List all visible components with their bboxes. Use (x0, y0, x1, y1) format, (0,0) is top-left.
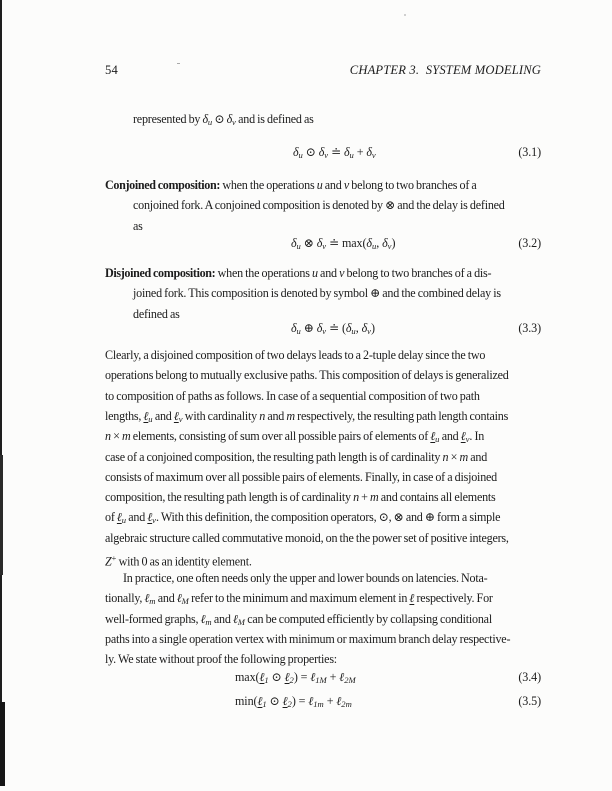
text-segment: u (296, 241, 301, 251)
text-segment: δ (361, 321, 368, 335)
text-segment: 1m (313, 699, 324, 709)
text-segment: m (459, 449, 468, 464)
text-segment: ℓ (339, 670, 345, 684)
text-segment: M (237, 616, 245, 627)
text-segment: n (259, 408, 266, 423)
text-segment: ) (370, 321, 375, 335)
text-segment: and (265, 408, 287, 423)
text-segment: ⊙ (302, 145, 319, 159)
scan-edge-bar (0, 0, 2, 786)
text-segment: algebraic structure called commutative monoid, on the the power set of positive integers, (105, 530, 509, 545)
text-segment: ⊕ (300, 321, 317, 335)
chapter-header: CHAPTER 3. SYSTEM MODELING (349, 63, 541, 77)
text-segment: max( (235, 670, 260, 684)
text-line (133, 286, 501, 301)
text-segment: . With this definition, the composition operators, ⊙, ⊗ and ⊕ form a simple (155, 510, 501, 525)
equation (105, 236, 541, 252)
text-segment: respectively. For (414, 591, 493, 606)
text-segment: 2 (287, 699, 292, 709)
equation-number: (3.1) (518, 145, 541, 159)
text-segment: ℓ (147, 510, 153, 525)
text-segment: ℓ (116, 510, 122, 525)
page-number: 54 (105, 63, 118, 77)
text-line (105, 632, 510, 647)
text-segment: respectively, the resulting path length contains (294, 408, 509, 423)
equation (105, 694, 541, 710)
text-segment: when the operations (220, 178, 317, 192)
text-segment: v (465, 434, 470, 445)
text-segment: m (205, 616, 212, 627)
text-segment: × (448, 449, 460, 464)
text-line (105, 612, 492, 630)
text-segment: composition, the resulting path length is of cardinality (105, 490, 354, 505)
text-segment: u (207, 117, 213, 127)
text-segment: and (126, 510, 148, 525)
text-line (105, 470, 497, 485)
scan-edge-bar-middle (0, 455, 3, 575)
text-segment: v (367, 326, 371, 336)
text-segment: ℓ (257, 694, 263, 708)
text-line (105, 389, 480, 404)
equation-content (235, 694, 352, 709)
text-segment: ℓ (232, 611, 238, 626)
text-segment: u (435, 434, 440, 445)
text-segment: ℓ (310, 670, 316, 684)
text-segment: 1 (262, 699, 267, 709)
text-line (105, 409, 508, 427)
text-line (123, 571, 487, 586)
text-segment: belong to two branches of a dis- (344, 266, 492, 280)
text-segment: δ (291, 236, 297, 250)
text-segment: m (121, 429, 131, 444)
equation (105, 670, 541, 686)
text-segment: + (323, 694, 337, 708)
text-segment: and (155, 591, 177, 606)
equation-content (291, 236, 395, 251)
text-line (105, 591, 493, 609)
equation-number: (3.4) (518, 670, 541, 684)
text-segment: δ (316, 321, 323, 335)
text-segment: × (110, 429, 122, 444)
text-segment: v (322, 326, 327, 336)
text-segment: v (152, 515, 156, 526)
text-segment: ⊙ (268, 670, 285, 684)
text-segment: and (152, 408, 174, 423)
text-segment: ℓ (176, 591, 182, 606)
text-segment: conjoined fork. A conjoined composition is denoted by ⊗ and the delay is defined (133, 198, 505, 213)
text-segment: ≐ (328, 145, 344, 159)
text-segment: M (181, 596, 189, 607)
text-segment: ≐ ( (326, 321, 346, 335)
text-segment: ≐ max( (326, 236, 367, 250)
text-segment: when the operations (215, 266, 312, 280)
text-segment: δ (366, 236, 372, 250)
text-segment: tionally, (105, 591, 145, 606)
text-segment: elements, consisting of sum over all possible pairs of elements of (130, 429, 431, 444)
text-segment: In practice, one often needs only the upper and lower bounds on latencies. Nota- (123, 571, 488, 585)
text-segment: δ (366, 145, 372, 159)
text-segment: 2M (344, 675, 356, 685)
text-line (105, 551, 252, 570)
equation-number: (3.2) (518, 236, 541, 250)
text-segment: belong to two branches of a (348, 178, 477, 192)
text-segment: δ (343, 145, 350, 159)
text-segment: ) = (293, 670, 311, 684)
text-segment: represented by (133, 112, 203, 126)
text-segment: n (105, 429, 111, 444)
text-segment: and (467, 449, 488, 464)
equation (105, 145, 541, 161)
text-segment: n (442, 449, 449, 464)
document-body (105, 0, 541, 791)
text-segment: v (387, 241, 392, 251)
equation-content (293, 145, 376, 160)
bold-term: Conjoined composition: (105, 178, 221, 192)
text-segment: . In (469, 429, 485, 444)
text-segment: ℓ (144, 591, 150, 606)
text-line (105, 450, 487, 465)
text-segment: and is defined as (235, 112, 314, 126)
text-segment: refer to the minimum and maximum element in (188, 591, 410, 606)
text-segment: and (211, 611, 233, 626)
text-line (133, 307, 180, 322)
text-segment: u (371, 241, 377, 251)
text-line (105, 266, 491, 281)
text-segment: δ (316, 236, 323, 250)
text-segment: and (317, 266, 340, 280)
text-segment: δ (226, 112, 233, 126)
text-segment: ℓ (259, 670, 265, 684)
text-segment: consists of maximum over all possible pairs of elements. Finally, in case of a disjoined (105, 469, 498, 484)
text-segment: case of a conjoined composition, the resulting path length is of cardinality (105, 449, 443, 464)
text-segment: m (370, 490, 379, 505)
text-segment: ℓ (143, 408, 149, 423)
text-segment: v (371, 150, 376, 160)
text-segment: with 0 as an identity element. (116, 554, 252, 569)
text-segment: v (343, 178, 349, 192)
text-segment: ℓ (409, 591, 415, 606)
text-segment: well-formed graphs, (105, 611, 201, 626)
text-segment: ℓ (284, 670, 290, 684)
text-segment: and (439, 429, 461, 444)
text-line (133, 219, 143, 234)
text-segment: 2m (341, 699, 352, 709)
text-line (105, 652, 337, 667)
bold-term: Disjoined composition: (105, 266, 216, 280)
text-segment: and (322, 178, 344, 192)
text-segment: ⊗ (300, 236, 317, 250)
text-segment: ) (391, 236, 396, 250)
text-segment: u (351, 326, 356, 336)
text-segment: , (355, 321, 362, 335)
text-segment: lengths, (105, 408, 144, 423)
text-segment: + (353, 145, 367, 159)
text-segment: Z (105, 554, 112, 569)
text-segment: m (286, 408, 295, 423)
text-segment: to composition of paths as follows. In case of a sequential composition of two path (105, 388, 480, 403)
text-line (105, 368, 509, 383)
scan-edge-bar-bottom (0, 702, 5, 786)
text-segment: as (133, 218, 143, 233)
text-line (133, 198, 505, 213)
text-segment: can be computed efficiently by collapsing conditional (244, 611, 492, 626)
equation (105, 321, 541, 337)
text-segment: ⊙ (212, 112, 227, 126)
text-segment: u (148, 413, 153, 424)
text-segment: 2 (289, 675, 294, 685)
text-segment: + (111, 553, 117, 563)
text-segment: δ (382, 236, 388, 250)
text-segment: paths into a single operation vertex with minimum or maximum branch delay respective- (105, 631, 511, 646)
text-segment: δ (202, 112, 208, 126)
text-segment: joined fork. This composition is denoted by symbol ⊕ and the combined delay is (133, 286, 501, 301)
text-segment: ℓ (173, 408, 179, 423)
text-segment: ⊙ (266, 694, 283, 708)
text-segment: v (324, 150, 329, 160)
text-segment: δ (345, 321, 352, 335)
text-segment: ℓ (460, 429, 466, 444)
text-segment: ly. We state without proof the following properties: (105, 652, 337, 667)
text-line (105, 348, 485, 363)
text-segment: Clearly, a disjoined composition of two delays leads to a 2-tuple delay since the two (105, 348, 486, 362)
text-segment: u (311, 266, 318, 280)
text-segment: u (298, 150, 303, 160)
text-segment: ℓ (308, 694, 314, 708)
text-segment: v (339, 266, 345, 280)
equation-number: (3.3) (518, 321, 541, 335)
text-segment: , (376, 236, 383, 250)
text-line (133, 112, 314, 130)
equation-content (235, 670, 356, 685)
text-line (105, 510, 500, 528)
text-segment: defined as (133, 306, 180, 321)
text-segment: + (326, 670, 340, 684)
text-segment: v (232, 117, 236, 127)
text-segment: 1M (315, 675, 327, 685)
equation-content (291, 321, 375, 336)
text-segment: of (105, 510, 117, 525)
text-segment: δ (318, 145, 325, 159)
text-segment: + (358, 490, 371, 505)
text-line (105, 490, 496, 505)
text-segment: ℓ (200, 611, 206, 626)
equation-number: (3.5) (518, 694, 541, 708)
text-line (105, 531, 509, 546)
text-segment: n (353, 490, 359, 505)
text-line (105, 178, 477, 193)
text-segment: v (322, 241, 327, 251)
text-line (105, 429, 484, 447)
text-segment: ℓ (282, 694, 288, 708)
text-segment: u (349, 150, 354, 160)
text-segment: u (121, 515, 127, 526)
text-segment: and contains all elements (378, 490, 496, 505)
text-segment: min( (235, 694, 258, 708)
text-segment: m (149, 596, 156, 607)
text-segment: 1 (264, 675, 269, 685)
text-segment: u (296, 326, 301, 336)
text-segment: ℓ (336, 694, 342, 708)
text-segment: ℓ (430, 429, 436, 444)
text-segment: v (178, 413, 183, 424)
text-segment: δ (291, 321, 297, 335)
text-segment: u (316, 178, 323, 192)
text-segment: with cardinality (182, 408, 260, 423)
text-segment: ) = (291, 694, 309, 708)
text-segment: operations belong to mutually exclusive paths. This composition of delays is generalized (105, 368, 509, 383)
text-segment: δ (293, 145, 299, 159)
